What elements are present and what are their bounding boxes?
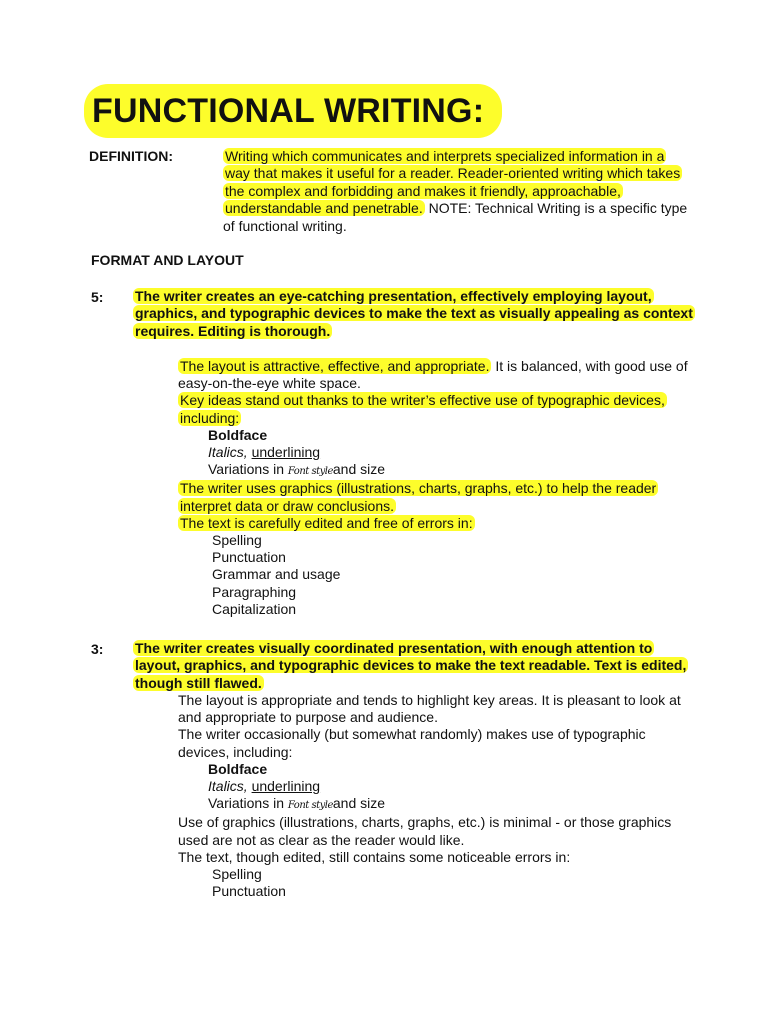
score-5-key-ideas-text: Key ideas stand out thanks to the writer’s effective use of typographic devices, including: [180, 392, 665, 426]
score-5-layout-plain: It is balanced, with good use of easy-on-the-eye white space. [178, 358, 688, 392]
page-title: FUNCTIONAL WRITING: [84, 84, 502, 138]
score-3-variations-line [178, 795, 698, 814]
list-item: Spelling [212, 866, 262, 883]
score-5-number: 5: [91, 289, 104, 305]
variations-prefix: Variations in [208, 461, 288, 478]
font-style-example: Font style [287, 800, 333, 812]
list-item: Punctuation [212, 883, 286, 900]
score-5-variations-line [178, 461, 698, 480]
variations-prefix: Variations in [208, 795, 288, 812]
score-5-edited-text: The text is carefully edited and free of errors in: [180, 514, 473, 531]
boldface-example: Boldface [208, 760, 268, 777]
font-style-example: Font style [287, 466, 333, 478]
score-5-details [178, 358, 698, 618]
list-item: Spelling [212, 532, 262, 549]
score-5-graphics [178, 480, 698, 514]
list-item: Capitalization [212, 600, 297, 617]
list-item: Punctuation [212, 549, 286, 566]
underlining-example: underlining [251, 778, 321, 795]
score-3-italics-line [178, 778, 698, 795]
score-3-heading-text: The writer creates visually coordinated presentation, with enough attention to layout, graphics, and typographic devices to make the text readable. Text is edited, though still flawed. [135, 640, 687, 691]
score-5-layout-highlight: The layout is attractive, effective, and appropriate. [180, 358, 490, 374]
definition-label: DEFINITION: [89, 148, 173, 164]
score-5-edited [178, 515, 698, 532]
score-5-graphics-text: The writer uses graphics (illustrations, charts, graphs, etc.) to help the reader interpret data or draw conclusions. [180, 480, 657, 514]
list-item: Grammar and usage [212, 566, 341, 583]
score-3-heading [133, 640, 693, 692]
boldface-example: Boldface [208, 426, 268, 443]
score-3-occasional: The writer occasionally (but somewhat randomly) makes use of typographic devices, including: [178, 726, 646, 760]
score-5-layout [178, 358, 698, 392]
score-3-edited: The text, though edited, still contains some noticeable errors in: [178, 848, 571, 865]
italics-example: Italics, [208, 444, 248, 461]
variations-suffix: and size [332, 461, 386, 478]
score-5-italics-line [178, 444, 698, 461]
section-heading: FORMAT AND LAYOUT [91, 252, 244, 268]
underlining-example: underlining [251, 444, 321, 461]
variations-suffix: and size [332, 795, 386, 812]
italics-example: Italics, [208, 778, 248, 795]
score-5-boldface [178, 427, 698, 444]
score-3-layout: The layout is appropriate and tends to highlight key areas. It is pleasant to look at and appropriate to purpose and audience. [178, 692, 681, 726]
list-item: Paragraphing [212, 583, 297, 600]
score-5-heading-text: The writer creates an eye-catching presentation, effectively employing layout, graphics, and typographic devices to make the text as visually appealing as context requires. Editing is thorough. [135, 288, 693, 339]
score-3-details [178, 692, 698, 900]
definition-text [223, 148, 693, 235]
definition-highlighted: Writing which communicates and interprets specialized information in a way that makes it useful for a reader. Reader-oriented writing which takes the complex and forbidding and makes it friendly, approachable, understandable and penetrable. [225, 148, 681, 217]
score-3-number: 3: [91, 641, 104, 657]
score-3-graphics: Use of graphics (illustrations, charts, graphs, etc.) is minimal - or those graphics used are not as clear as the reader would like. [178, 814, 672, 848]
score-3-boldface [178, 761, 698, 778]
score-5-heading [133, 288, 693, 340]
score-5-key-ideas [178, 392, 698, 426]
definition-note: NOTE: Technical Writing is a specific type of functional writing. [223, 200, 688, 234]
